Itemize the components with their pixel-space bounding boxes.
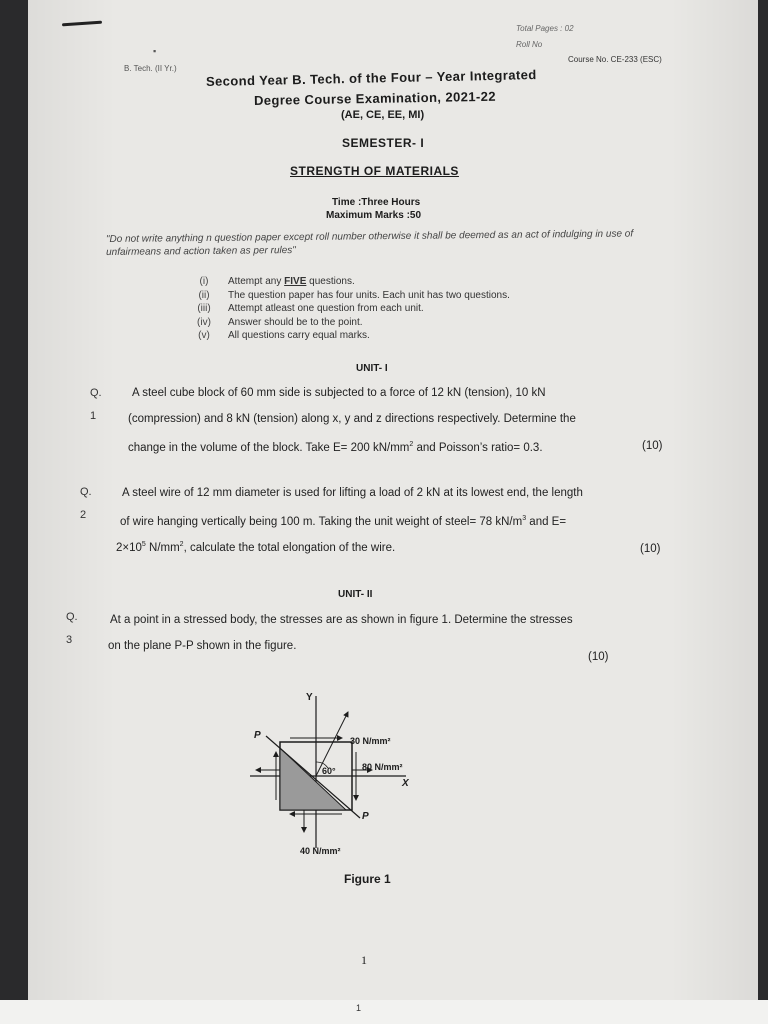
footer-strip: [0, 1000, 768, 1024]
instruction-num: (iv): [197, 316, 211, 328]
question-segment: N/mm: [145, 541, 180, 554]
total-pages: Total Pages : 02: [516, 24, 574, 33]
instructions-list: [180, 276, 510, 344]
instruction-num: (v): [198, 330, 210, 341]
question-number: Q. 1: [90, 387, 102, 422]
instruction-num: (i): [199, 276, 209, 287]
question-marks: (10): [640, 543, 661, 555]
exam-title-line1: Second Year B. Tech. of the Four – Year Integrated: [205, 67, 537, 89]
question-line: At a point in a stressed body, the stresses are as shown in figure 1. Determine the stresses: [110, 614, 573, 626]
question-line: change in the volume of the block. Take E= 200 $kN/mm^2$ and Poisson’s ratio= 0.3.: [128, 441, 543, 454]
stray-mark: ▪: [153, 46, 157, 56]
unit-1-heading: UNIT- I: [356, 363, 388, 374]
angle-label: 60°: [322, 766, 336, 776]
instruction-text: Answer should be to the point.: [228, 316, 363, 328]
question-line: on the plane P-P shown in the figure.: [108, 640, 297, 652]
instruction-item: [180, 303, 510, 317]
instruction-item: [180, 317, 510, 331]
footer-page: 1: [356, 1003, 362, 1013]
question-segment: and E=: [526, 515, 567, 528]
instruction-text: Attempt atleast one question from each unit.: [228, 303, 424, 314]
question-segment: of wire hanging vertically being 100 m. Taking the unit weight of steel= 78 kN/m: [120, 515, 523, 528]
instruction-num: (ii): [198, 289, 210, 301]
exam-time: Time :Three Hours: [332, 197, 421, 208]
instruction-text: The question paper has four units. Each unit has two questions.: [228, 289, 510, 301]
question-number: Q. 3: [66, 611, 78, 646]
question-segment: , calculate the total elongation of the wire.: [183, 541, 396, 554]
y-axis-label: Y: [306, 692, 313, 703]
figure-caption: Figure 1: [344, 872, 391, 886]
instruction-text: [228, 276, 355, 290]
warning-note: "Do not write anything n question paper except roll number otherwise it shall be deemed as an act of indulging in use of unfairmeans and action taken as per rules": [105, 228, 634, 258]
instruction-text: All questions carry equal marks.: [228, 330, 370, 341]
semester: SEMESTER- I: [342, 136, 425, 150]
question-marks: (10): [642, 440, 663, 452]
max-marks: Maximum Marks :50: [326, 210, 422, 221]
instruction-item: [180, 276, 510, 290]
question-segment: 2×10: [116, 541, 142, 554]
plane-label-top: P: [254, 730, 261, 741]
normal-y-label: 40 N/mm²: [300, 846, 341, 856]
question-marks: (10): [588, 651, 609, 663]
instruction-num: (iii): [197, 303, 211, 314]
page-number: 1: [361, 953, 367, 967]
stress-figure: [230, 686, 430, 866]
ink-smudge: [62, 21, 102, 27]
instruction-pre: Attempt any: [228, 276, 285, 287]
course-no: Course No. CE-233 (ESC): [568, 55, 662, 64]
exam-title-line2: Degree Course Examination, 2021-22: [253, 88, 497, 108]
question-line: $2\times 10^5$ $N/mm^2$, calculate the total elongation of the wire.: [116, 541, 396, 554]
instruction-item: [180, 290, 510, 304]
instruction-item: [180, 330, 510, 344]
normal-x-label: 80 N/mm²: [362, 762, 403, 772]
question-number: Q. 2: [80, 486, 92, 521]
question-segment: change in the volume of the block. Take E= 200 kN/mm: [128, 441, 410, 454]
question-line: of wire hanging vertically being 100 m. Taking the unit weight of steel= 78 $kN/m^3$ and E=: [120, 515, 567, 528]
shear-stress-label: 30 N/mm²: [350, 736, 391, 746]
branches: (AE, CE, EE, MI): [341, 109, 425, 121]
unit-2-heading: UNIT- II: [338, 589, 373, 600]
question-line: A steel wire of 12 mm diameter is used for lifting a load of 2 kN at its lowest end, the length: [122, 487, 583, 499]
question-line: (compression) and 8 kN (tension) along x, y and z directions respectively. Determine the: [128, 413, 576, 425]
question-segment: and Poisson’s ratio= 0.3.: [413, 441, 543, 454]
instruction-highlight: FIVE: [284, 276, 307, 287]
x-axis-label: X: [402, 778, 409, 789]
btech-tag: B. Tech. (II Yr.): [124, 64, 177, 73]
subject-title: STRENGTH OF MATERIALS: [290, 164, 459, 178]
plane-label-bottom: P: [362, 811, 369, 822]
instruction-post: questions.: [306, 276, 355, 287]
question-line: A steel cube block of 60 mm side is subjected to a force of 12 kN (tension), 10 kN: [132, 387, 546, 399]
roll-no: Roll No: [516, 40, 543, 49]
